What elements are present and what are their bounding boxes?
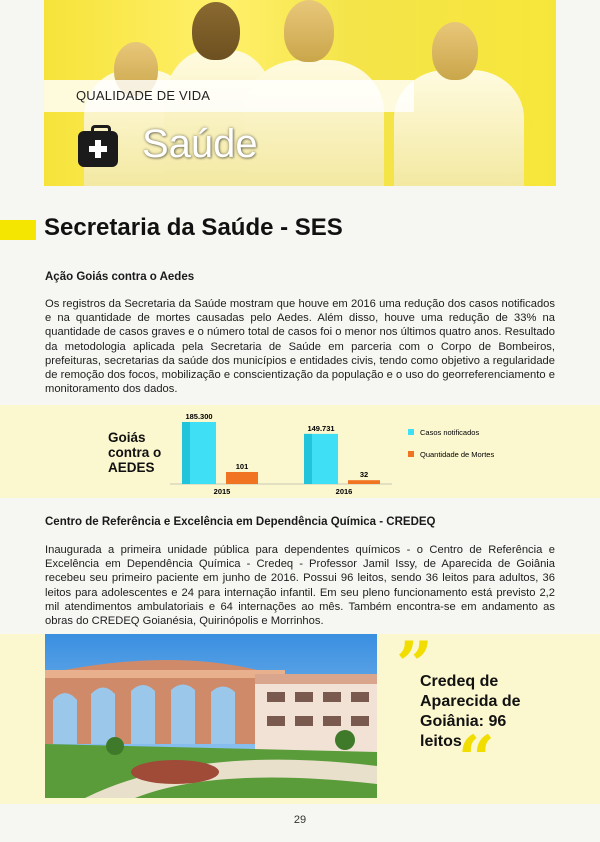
legend-swatch-0	[408, 429, 414, 435]
bar-shade-cases-2015	[182, 422, 190, 484]
credeq-building-photo	[45, 634, 377, 798]
legend-swatch-1	[408, 451, 414, 457]
bar-quantidade-de-mortes-2016	[348, 480, 380, 484]
aedes-heading: Ação Goiás contra o Aedes	[45, 271, 195, 283]
data-label-cases-2016: 149.731	[307, 423, 335, 433]
credeq-heading: Centro de Referência e Excelência em Dependência Química - CREDEQ	[45, 516, 436, 528]
banner-title: Saúde	[142, 122, 258, 166]
legend-label-1: Quantidade de Mortes	[420, 450, 495, 459]
legend-label-0: Casos notificados	[420, 428, 480, 437]
data-label-deaths-2016: 32	[359, 470, 369, 480]
data-label-deaths-2015: 101	[235, 462, 249, 471]
credeq-paragraph: Inaugurada a primeira unidade pública para dependentes químicos - o Centro de Referência e Excelência em Dependência Química - Credeq - Professor Jamil Issy, de Aparecida de Goiânia recebeu seu primeiro paciente em junho de 2016. Possui 96 leitos, sendo 36 leitos para adultos, 36 leitos para adolescentes e 24 para internação infantil. Em seu pleno funcionamento está previsto 2,2 mil atendimentos ambulatoriais e 64 internações ao mês. Também encontra-se em andamento as obras do CREDEQ Goianésia, Quirinópolis e Morrinhos.	[45, 544, 555, 628]
staff-face-4	[432, 22, 478, 80]
page-title: Secretaria da Saúde - SES	[44, 214, 343, 241]
data-label-cases-2015: 185.300	[185, 412, 213, 421]
header-banner	[44, 0, 556, 186]
x-tick-2015: 2015	[213, 487, 231, 496]
open-quote-icon: ”	[396, 628, 433, 703]
staff-face-3	[284, 0, 334, 62]
staff-coat-3	[244, 60, 384, 186]
staff-face-2	[192, 2, 240, 60]
bar-shade-cases-2016	[304, 434, 312, 484]
chart-title: Goiás contra o AEDES	[108, 430, 162, 475]
page-number: 29	[293, 814, 307, 826]
quote-text: Credeq de Aparecida de Goiânia: 96 leitos	[420, 673, 521, 750]
x-tick-2016: 2016	[335, 487, 353, 496]
medical-kit-icon	[78, 131, 118, 167]
aedes-paragraph: Os registros da Secretaria da Saúde mostram que houve em 2016 uma redução dos casos notificados e na quantidade de mortes causadas pelo Aedes. Além disso, houve uma redução de 33% na quantidade de casos graves e o número total de casos foi o menor nos últimos quatro anos. Resultado da metodologia aplicada pela Secretaria de Saúde em parceria com o Corpo de Bombeiros, prefeituras, secretarias da saúde dos municípios e entidades civis, tendo como objetivo a regularidade de remoção dos focos, mobilização e conscientização da população e o uso do georreferenciamento e monitoramento dos dados.	[45, 298, 555, 396]
close-quote-icon: “	[458, 722, 495, 797]
aedes-bar-chart	[170, 404, 530, 496]
heading-accent-bar	[0, 220, 36, 240]
section-subtitle: QUALIDADE DE VIDA	[76, 88, 211, 103]
bar-quantidade-de-mortes-2015	[226, 472, 258, 484]
